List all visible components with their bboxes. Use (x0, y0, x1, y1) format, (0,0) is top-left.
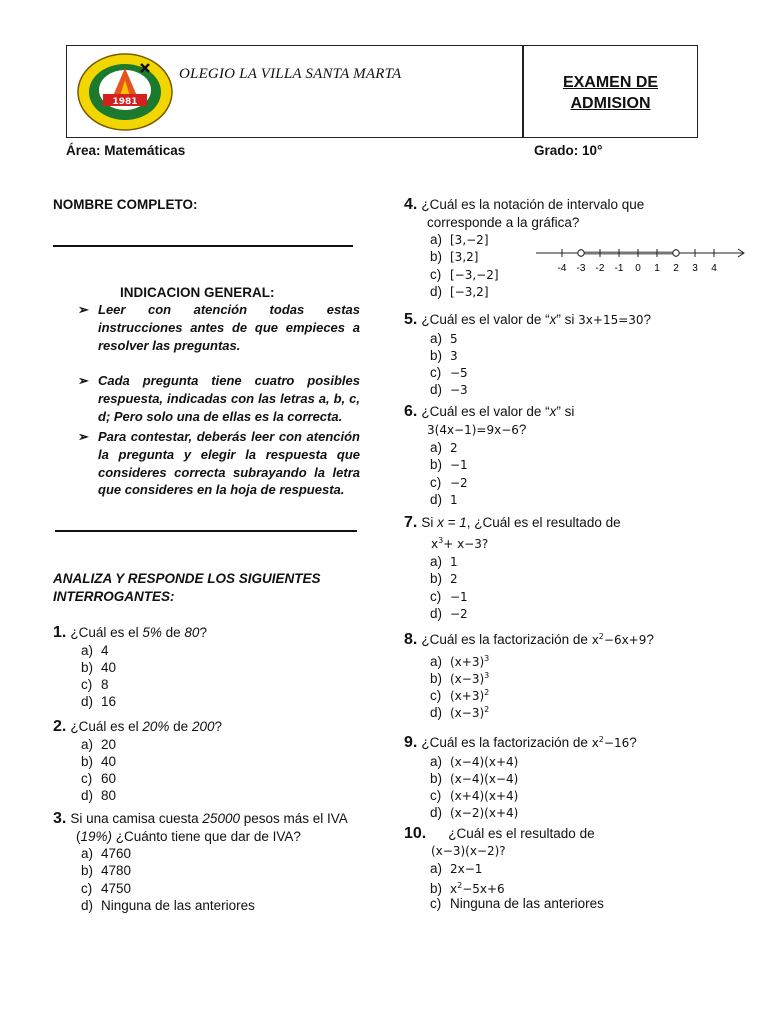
question-8 (404, 628, 744, 719)
arrow-bullet-icon: ➢ (78, 373, 89, 388)
instruction-bullet-2 (78, 372, 360, 425)
instructions-title: INDICACION GENERAL: (120, 285, 275, 300)
number-line (536, 244, 746, 274)
q-em: 25000 (202, 811, 240, 826)
q-condition: x = 1 (437, 515, 467, 530)
question-number: 10. (404, 825, 427, 842)
option-value: 8 (101, 677, 109, 693)
question-1 (53, 624, 373, 711)
option-letter[interactable]: a) (430, 330, 443, 346)
option[interactable] (430, 364, 744, 381)
question-number: 8. (404, 631, 418, 648)
question-text (404, 311, 744, 330)
option-value: 2 (450, 441, 458, 455)
option-letter[interactable]: a) (81, 736, 94, 752)
option-value: $(x+3)^3$ (450, 653, 490, 669)
option-value: −1 (450, 458, 468, 473)
option-letter[interactable]: a) (430, 753, 443, 769)
option-value: 4760 (101, 846, 132, 861)
option-letter[interactable]: a) (430, 232, 443, 247)
q-text: ? (214, 719, 222, 734)
option-letter[interactable]: c) (430, 895, 442, 911)
option-letter[interactable]: a) (81, 642, 94, 658)
question-9 (404, 731, 744, 822)
option-value: 4 (101, 642, 109, 658)
option[interactable] (81, 753, 373, 770)
option[interactable] (430, 570, 744, 587)
option-value: 16 (101, 694, 117, 710)
option-letter[interactable]: d) (430, 283, 443, 299)
option-letter[interactable]: c) (81, 880, 93, 896)
question-text (53, 718, 373, 736)
exam-title-line2: ADMISION (570, 95, 651, 112)
question-number: 9. (404, 734, 418, 751)
q-var: x (549, 404, 557, 419)
question-expression: $x^3+ x-3$? (431, 535, 489, 551)
option-letter[interactable]: b) (430, 457, 443, 473)
option-letter[interactable]: a) (81, 846, 94, 861)
option[interactable] (430, 605, 744, 622)
option-value: $x^2-5x+6$ (450, 881, 505, 897)
option[interactable] (430, 895, 744, 912)
q-text: de (169, 719, 192, 734)
option[interactable] (430, 474, 744, 491)
option[interactable] (430, 701, 744, 721)
option-letter[interactable]: c) (81, 677, 93, 693)
instruction-bullet-1 (78, 301, 360, 354)
option-letter[interactable]: c) (81, 771, 93, 787)
option-letter[interactable]: d) (430, 382, 443, 398)
option-value: 20 (101, 736, 117, 752)
option[interactable] (430, 330, 744, 347)
option[interactable] (81, 862, 373, 879)
option-letter[interactable]: d) (430, 705, 443, 721)
number-line-tick-label: -4 (557, 263, 567, 274)
option[interactable] (81, 880, 373, 897)
option[interactable] (430, 770, 744, 787)
option[interactable] (430, 684, 744, 704)
option-value: 3 (450, 348, 458, 363)
question-text (404, 403, 744, 421)
question-2 (53, 718, 373, 805)
q-text: ¿Cuál es el resultado de (448, 826, 595, 841)
number-line-tick-label: 3 (692, 263, 698, 274)
option[interactable] (430, 439, 744, 456)
options-list (81, 736, 373, 805)
option[interactable] (81, 676, 373, 693)
section-title-line1: ANALIZA Y RESPONDE LOS SIGUIENTES (53, 571, 321, 586)
option-value: [3,2] (450, 250, 479, 265)
option-letter[interactable]: d) (430, 805, 443, 821)
q-text: , ¿Cuál es el resultado de (466, 515, 621, 530)
option[interactable] (430, 804, 744, 821)
options-list (81, 845, 373, 914)
question-text (404, 825, 744, 843)
option-letter[interactable]: a) (430, 440, 443, 455)
name-blank-line[interactable] (53, 245, 353, 247)
option-letter[interactable]: b) (430, 670, 443, 686)
exam-title (523, 72, 698, 114)
q-em: 5% (142, 625, 162, 640)
options-list (430, 553, 744, 622)
number-line-open-point (673, 250, 679, 256)
option-letter[interactable]: c) (430, 474, 442, 490)
option-letter[interactable]: b) (430, 770, 443, 786)
option-value: 40 (101, 753, 117, 769)
option-letter[interactable]: b) (81, 863, 94, 879)
q-text: ? (199, 625, 207, 640)
q-text: ¿Cuál es la notación de intervalo que (421, 197, 645, 212)
option[interactable] (81, 787, 373, 804)
q-text: ¿Cuánto tiene que dar de IVA? (112, 828, 301, 844)
school-name: OLEGIO LA VILLA SANTA MARTA (179, 66, 402, 82)
option-value: $(x-3)^2$ (450, 705, 490, 721)
q-text: ¿Cuál es la factorización de (421, 735, 592, 750)
instructions-divider (55, 530, 357, 532)
option-value: 60 (101, 771, 117, 787)
q-text: Si una camisa cuesta (70, 811, 203, 826)
option-letter[interactable]: c) (430, 266, 442, 282)
option-letter[interactable]: a) (430, 653, 443, 669)
option[interactable] (430, 588, 744, 605)
option[interactable] (430, 860, 744, 877)
option-letter[interactable]: b) (430, 881, 443, 897)
number-line-tick-label: -3 (576, 263, 586, 274)
option-value: (x−2)(x+4) (450, 806, 519, 821)
option-value: [−3,−2] (450, 267, 499, 282)
option-letter[interactable]: b) (81, 753, 94, 769)
option-value: 4750 (101, 880, 132, 896)
option-value: (x−4)(x−4) (450, 771, 519, 786)
q-em: 19%) (80, 828, 113, 844)
option-letter[interactable]: d) (81, 694, 94, 710)
q-em: 200 (191, 719, 215, 734)
q-text: ” si (556, 404, 575, 419)
question-text (53, 810, 373, 845)
section-title (53, 570, 321, 606)
section-title-line2: INTERROGANTES: (53, 589, 175, 604)
option[interactable] (430, 347, 744, 364)
grade-label: Grado: 10° (534, 143, 603, 158)
options-list (430, 860, 744, 912)
options-list (430, 439, 744, 508)
q-equation: 3x+15=30 (578, 313, 644, 327)
option-letter[interactable]: c) (430, 788, 442, 804)
option[interactable] (81, 736, 373, 753)
question-number: 1. (53, 624, 67, 641)
instruction-text: Cada pregunta tiene cuatro posibles respuesta, indicadas con las letras a, b, c, d; Pero solo una de ellas es la correcta. (98, 373, 360, 424)
question-text: 9. ¿Cuál es la factorización de $x^2-16$? (404, 734, 637, 751)
option-letter[interactable]: b) (430, 347, 443, 363)
options-list (81, 642, 373, 711)
option-value: [−3,2] (450, 284, 489, 299)
logo-year: 1981 (112, 97, 138, 107)
option[interactable] (430, 667, 744, 684)
option-value: $(x+3)^2$ (450, 688, 490, 704)
instruction-text: Leer con atención todas estas instrucciones antes de que empieces a resolver las preguntas. (98, 302, 360, 353)
option[interactable] (81, 845, 373, 862)
option-value: $(x-3)^3$ (450, 670, 490, 686)
option-letter[interactable]: b) (430, 249, 443, 265)
option-letter[interactable]: d) (81, 788, 94, 804)
q-text: ¿Cuál es el (70, 625, 143, 640)
q-em: 20% (142, 719, 170, 734)
q-expression: $x^2-16$ (591, 735, 630, 750)
q-text: ¿Cuál es el (70, 719, 143, 734)
question-7 (404, 514, 744, 622)
number-line-tick-label: 2 (673, 263, 679, 274)
option-value: 1 (450, 555, 458, 569)
option[interactable] (430, 553, 744, 570)
arrow-bullet-icon: ➢ (78, 429, 89, 444)
question-number: 2. (53, 718, 67, 735)
q-text: ¿Cuál es el valor de “ (421, 404, 550, 419)
instruction-bullet-3 (78, 428, 360, 499)
option[interactable] (81, 897, 373, 914)
number-line-tick-label: -1 (614, 263, 624, 274)
option-letter[interactable]: a) (430, 861, 443, 876)
option-letter[interactable]: a) (430, 554, 443, 569)
instruction-text: Para contestar, deberás leer con atención la pregunta y elegir la respuesta que consideres correcta subrayando la letra que consideres en la hoja de respuesta. (98, 429, 360, 498)
option[interactable] (430, 753, 744, 770)
question-number: 5. (404, 311, 418, 328)
option-value: 4780 (101, 863, 132, 879)
option-value: 2 (450, 572, 458, 587)
option-value: 80 (101, 788, 117, 804)
number-line-tick-label: 1 (654, 263, 660, 274)
option-letter[interactable]: d) (430, 491, 443, 507)
option[interactable] (430, 381, 744, 398)
question-10 (404, 825, 744, 912)
q-text: Si (421, 515, 438, 530)
area-label: Área: Matemáticas (66, 143, 186, 158)
q-em: 80 (184, 625, 200, 640)
q-text: de (161, 625, 185, 640)
options-list (430, 330, 744, 399)
option-letter[interactable]: c) (430, 688, 442, 704)
question-text: 8. ¿Cuál es la factorización de $x^2-6x+9$? (404, 631, 654, 648)
option-letter[interactable]: c) (430, 365, 442, 381)
option-value: 40 (101, 659, 117, 675)
question-5 (404, 311, 744, 399)
option-value: −5 (450, 366, 468, 381)
q-text: ” si (556, 312, 579, 327)
question-text (404, 196, 744, 214)
q-text: ? (643, 312, 652, 327)
option[interactable] (430, 456, 744, 473)
option-letter[interactable]: d) (430, 605, 443, 621)
question-expression: (x−3)(x−2)? (431, 843, 506, 858)
question-3 (53, 810, 373, 914)
option[interactable] (430, 877, 744, 897)
exam-title-line1: EXAMEN DE (562, 74, 659, 91)
option-value: (x−4)(x+4) (450, 754, 519, 769)
option-letter[interactable]: b) (81, 659, 94, 675)
option-value: 5 (450, 331, 458, 346)
school-logo-icon (75, 50, 175, 134)
option-value: Ninguna de las anteriores (101, 897, 255, 913)
option-value: −3 (450, 383, 468, 398)
option-value: (x+4)(x+4) (450, 789, 519, 804)
q-text: pesos más el IVA ( (76, 811, 348, 844)
option[interactable] (81, 770, 373, 787)
option-value: −2 (450, 606, 468, 621)
option-letter[interactable]: c) (430, 588, 442, 604)
q-text: ¿Cuál es el valor de “ (421, 312, 550, 327)
header-box (66, 45, 698, 138)
q-equation: 3(4x−1)=9x−6 (427, 422, 519, 437)
number-line-tick-label: -2 (595, 263, 605, 274)
arrow-bullet-icon: ➢ (78, 302, 89, 317)
q-text: ¿Cuál es la factorización de (421, 632, 592, 647)
question-text-cont: corresponde a la gráfica? (427, 214, 580, 230)
option[interactable] (430, 283, 744, 300)
question-number: 3. (53, 810, 67, 827)
question-text (53, 624, 373, 642)
option-letter[interactable]: d) (81, 897, 94, 913)
q-expression: $x^2-6x+9$ (591, 632, 647, 647)
question-text (404, 514, 744, 532)
option[interactable] (430, 491, 744, 508)
option-value: 2x−1 (450, 862, 483, 876)
option[interactable] (81, 693, 373, 710)
option[interactable] (81, 659, 373, 676)
option[interactable] (81, 642, 373, 659)
option-value: −2 (450, 475, 468, 490)
option-value: −1 (450, 589, 468, 604)
option-letter[interactable]: b) (430, 571, 443, 587)
question-number: 6. (404, 403, 418, 420)
option-value: [3,−2] (450, 233, 489, 247)
number-line-tick-label: 0 (635, 263, 641, 274)
options-list (430, 650, 744, 719)
number-line-open-point (578, 250, 584, 256)
question-number: 4. (404, 196, 418, 213)
name-label: NOMBRE COMPLETO: (53, 197, 198, 212)
q-var: x (549, 312, 557, 327)
number-line-tick-label: 4 (711, 263, 717, 274)
option[interactable] (430, 650, 744, 667)
question-number: 7. (404, 514, 418, 531)
option-value: 1 (450, 492, 458, 507)
option-value: Ninguna de las anteriores (450, 895, 604, 911)
options-list (430, 753, 744, 822)
question-text-cont: 3(4x−1)=9x−6? (427, 421, 527, 437)
question-6 (404, 403, 744, 508)
option[interactable] (430, 787, 744, 804)
